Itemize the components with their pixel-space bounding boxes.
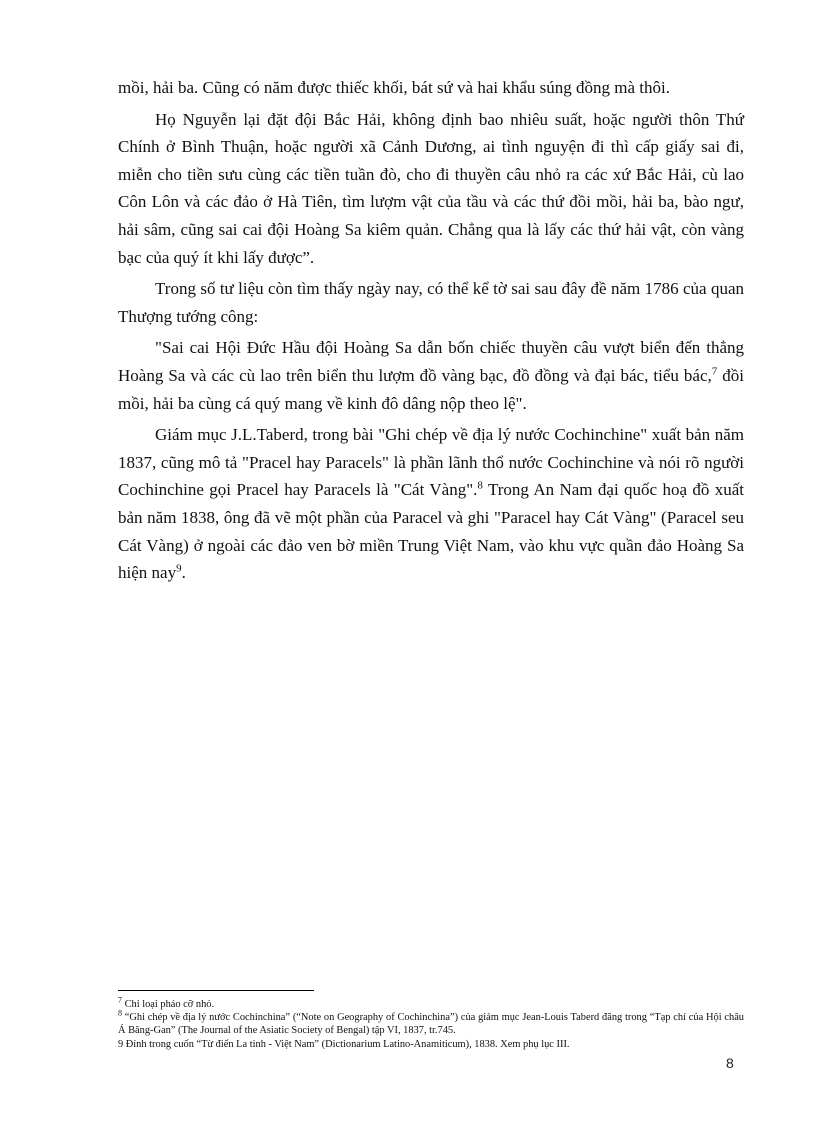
paragraph-3	[118, 275, 744, 330]
paragraph-2-text: Họ Nguyễn lại đặt đội Bắc Hải, không định bao nhiêu suất, hoặc người thôn Thứ Chính ở Bình Thuận, hoặc người xã Cảnh Dương, ai tình nguyện đi thì cấp giấy sai đi, miễn cho tiền sưu cùng các tiền tuần đò, cho đi thuyền câu nhỏ ra các xứ Bắc Hải, cù lao Côn Lôn và các đảo ở Hà Tiên, tìm lượm vật của tầu và các thứ đồi mồi, hải ba, bào ngư, hải sâm, cũng sai cai đội Hoàng Sa kiêm quản. Chẳng qua là lấy các thứ hải vật, còn vàng bạc của quý ít khi lấy được”.	[118, 109, 744, 267]
footnote-separator	[118, 990, 314, 991]
paragraph-5-text-a: Giám mục J.L.Taberd, trong bài "Ghi chép về địa lý nước Cochinchine" xuất bản năm 1837, cũng mô tả "Pracel hay Paracels" là phần lãnh thổ nước Cochinchine và nói rõ người Cochinchine gọi Pracel hay Paracels là "Cát Vàng".	[118, 425, 744, 500]
paragraph-3-text: Trong số tư liệu còn tìm thấy ngày nay, có thể kể tờ sai sau đây đề năm 1786 của quan Thượng tướng công:	[118, 279, 744, 326]
footnote-9	[118, 1038, 744, 1051]
paragraph-5-text-b: Trong An Nam đại quốc hoạ đồ xuất bản năm 1838, ông đã vẽ một phần của Paracel và ghi "Paracel hay Cát Vàng" (Paracel seu Cát Vàng) ở ngoài các đảo ven bờ miền Trung Việt Nam, vào khu vực quần đảo Hoàng Sa hiện nay	[118, 480, 745, 583]
paragraph-1-text: mồi, hải ba. Cũng có năm được thiếc khối, bát sứ và hai khẩu súng đồng mà thôi.	[118, 78, 670, 97]
footnote-ref-7[interactable]: 7	[711, 365, 718, 378]
paragraph-1	[118, 74, 744, 102]
footnote-9-text: 9 Đính trong cuốn “Từ điển La tinh - Việt Nam” (Dictionarium Latino-Anamiticum), 1838. Xem phụ lục III.	[118, 1038, 570, 1050]
footnotes	[118, 995, 744, 1051]
footnote-ref-8[interactable]: 8	[477, 479, 483, 492]
paragraph-4-quote	[118, 334, 744, 417]
paragraph-4-text-b: đồi mồi, hải ba cùng cá quý mang về kinh đô dâng nộp theo lệ".	[118, 365, 744, 413]
footnote-7-text: Chỉ loại pháo cỡ nhỏ.	[122, 999, 215, 1010]
footnote-7-number: 7	[118, 995, 122, 1005]
paragraph-5	[118, 421, 744, 587]
page-number: 8	[726, 1055, 734, 1071]
footnote-8-number: 8	[118, 1008, 122, 1018]
footnote-8-text: “Ghi chép về địa lý nước Cochinchina” (“Note on Geography of Cochinchina”) của giám mục Jean-Louis Taberd đăng trong “Tạp chí của Hội châu Á Băng-Gan” (The Journal of the Asiatic Society of Bengal) tập VI, 1837, tr.745.	[118, 1012, 744, 1037]
page-body	[118, 74, 744, 591]
paragraph-4-text-a: "Sai cai Hội Đức Hầu đội Hoàng Sa dẫn bốn chiếc thuyền câu vượt biển đến thẳng Hoàng Sa và các cù lao trên biển thu lượm đồ vàng bạc, đồ đồng và đại bác, tiểu bác,	[118, 338, 744, 385]
paragraph-5-text-c: .	[181, 563, 186, 583]
footnote-7	[118, 995, 744, 1011]
footnote-8	[118, 1008, 744, 1037]
paragraph-2	[118, 106, 744, 272]
footnote-ref-9[interactable]: 9	[176, 562, 182, 575]
